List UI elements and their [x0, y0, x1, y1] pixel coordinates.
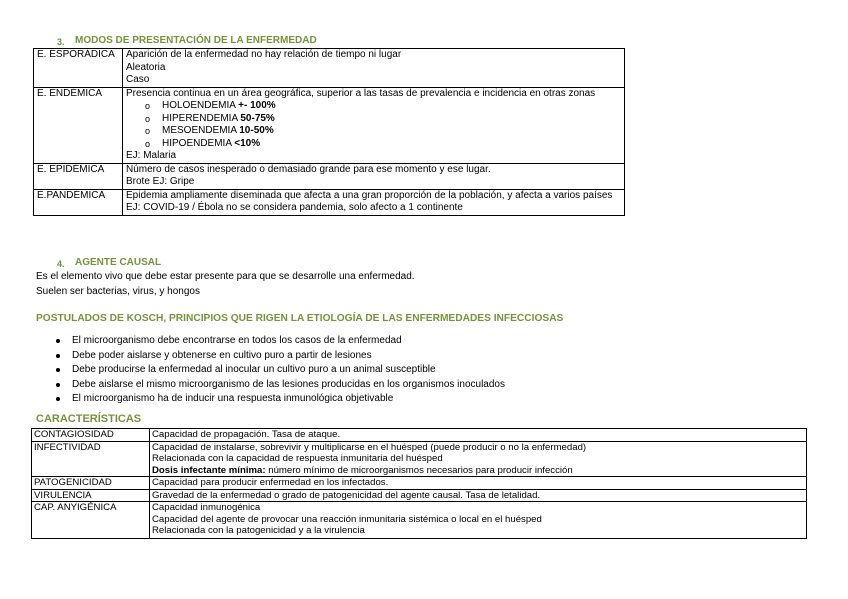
row-content	[150, 489, 807, 502]
presentation-modes-table	[33, 48, 625, 216]
level-value: 50-75%	[240, 112, 275, 124]
row-label: PATOGENICIDAD	[32, 477, 150, 490]
list-item	[145, 113, 621, 126]
cell-line	[152, 465, 804, 477]
row-content	[123, 189, 625, 215]
cell-line: Presencia continua en un área geográfica, superior a las tasas de prevalencia e incidencia en otras zonas	[126, 87, 596, 99]
table-row	[32, 441, 807, 477]
row-label: CAP. ANYIGÉNICA	[32, 502, 150, 539]
level-name: HOLOENDEMIA	[162, 100, 236, 111]
row-label: E.PANDÉMICA	[34, 189, 123, 215]
characteristics-table	[31, 428, 807, 539]
cell-line: Capacidad de propagación. Tasa de ataque.	[152, 429, 341, 440]
list-item: El microorganismo debe encontrarse en todos los casos de la enfermedad	[56, 334, 505, 349]
row-content	[150, 441, 807, 477]
table-row	[32, 489, 807, 502]
section-4-number: 4.	[57, 259, 65, 269]
cell-line: Capacidad para producir enfermedad en los infectados.	[152, 477, 389, 488]
cell-line: Capacidad inmunogénica	[152, 502, 261, 513]
postulados-list	[56, 334, 505, 407]
cell-line: Brote EJ: Gripe	[126, 176, 195, 187]
cell-line: Capacidad del agente de provocar una reacción inmunitaria sistémica o local en el huésped	[152, 513, 542, 525]
row-content	[123, 163, 625, 189]
row-label: INFECTIVIDAD	[32, 441, 150, 477]
row-label: E. EPIDÉMICA	[34, 163, 123, 189]
list-item: Debe poder aislarse y obtenerse en cultivo puro a partir de lesiones	[56, 349, 505, 364]
row-label: E. ESPORÁDICA	[34, 49, 123, 88]
level-value: <10%	[234, 137, 261, 149]
row-content	[150, 477, 807, 490]
row-content	[150, 429, 807, 442]
table-row	[34, 189, 625, 215]
postulados-title: POSTULADOS DE KOSCH, PRINCIPIOS QUE RIGEN LA ETIOLOGÍA DE LAS ENFERMEDADES INFECCIOSAS	[36, 313, 564, 324]
table-row	[34, 49, 625, 88]
cell-line: Epidemia ampliamente diseminada que afecta a una gran proporción de la población, y afecta a varios países	[126, 189, 613, 201]
cell-line: Capacidad de instalarse, sobrevivir y multiplicarse en el huésped (puede producir o no la enfermedad)	[152, 441, 587, 453]
cell-line: Número de casos inesperado o demasiado grande para ese momento y ese lugar.	[126, 163, 491, 175]
row-content	[123, 49, 625, 88]
endemia-levels-list	[126, 100, 621, 150]
section-4-title: AGENTE CAUSAL	[75, 257, 162, 268]
agent-description-line: Suelen ser bacterias, virus, y hongos	[36, 286, 200, 297]
level-name: HIPOENDEMIA	[162, 137, 232, 149]
table-row	[32, 429, 807, 442]
level-value: 10-50%	[239, 125, 274, 136]
table-row	[34, 87, 625, 163]
bold-term: Dosis infectante mínima:	[152, 464, 266, 476]
level-name: MESOENDEMIA	[162, 125, 237, 136]
row-content	[150, 502, 807, 539]
table-row	[34, 163, 625, 189]
cell-line: EJ: Malaria	[126, 150, 177, 161]
caracteristicas-title: CARACTERÍSTICAS	[36, 413, 142, 425]
row-label: CONTAGIOSIDAD	[32, 429, 150, 442]
cell-line: Caso	[126, 74, 150, 85]
cell-line: Aleatoria	[126, 61, 166, 73]
cell-line: Relacionada con la capacidad de respuesta inmunitaria del huésped	[152, 453, 443, 464]
table-row	[32, 477, 807, 490]
list-item	[145, 100, 621, 113]
row-content	[123, 87, 625, 163]
list-item	[145, 125, 621, 138]
list-item	[145, 138, 621, 151]
section-3-number: 3.	[57, 37, 65, 47]
term-definition: número mínimo de microorganismos necesarios para producir infección	[265, 464, 573, 476]
level-value: +- 100%	[238, 100, 276, 111]
cell-line: Aparición de la enfermedad no hay relación de tiempo ni lugar	[126, 49, 402, 60]
list-item: Debe producirse la enfermedad al inocular un cultivo puro a un animal susceptible	[56, 363, 505, 378]
row-label: VIRULENCIA	[32, 489, 150, 502]
list-item: Debe aislarse el mismo microorganismo de las lesiones producidas en los organismos inoculados	[56, 378, 505, 393]
section-3-title: MODOS DE PRESENTACIÓN DE LA ENFERMEDAD	[75, 35, 317, 46]
cell-line: EJ: COVID-19 / Ébola no se considera pandemia, solo afecto a 1 continente	[126, 202, 463, 213]
cell-line: Relacionada con la patogenicidad y a la virulencia	[152, 525, 365, 536]
agent-description-line: Es el elemento vivo que debe estar presente para que se desarrolle una enfermedad.	[36, 271, 415, 282]
table-row	[32, 502, 807, 539]
cell-line: Gravedad de la enfermedad o grado de patogenicidad del agente causal. Tasa de letalidad.	[152, 489, 541, 501]
row-label: E. ENDÉMICA	[34, 87, 123, 163]
level-name: HIPERENDEMIA	[162, 112, 238, 124]
list-item: El microorganismo ha de inducir una respuesta inmunológica objetivable	[56, 392, 505, 407]
